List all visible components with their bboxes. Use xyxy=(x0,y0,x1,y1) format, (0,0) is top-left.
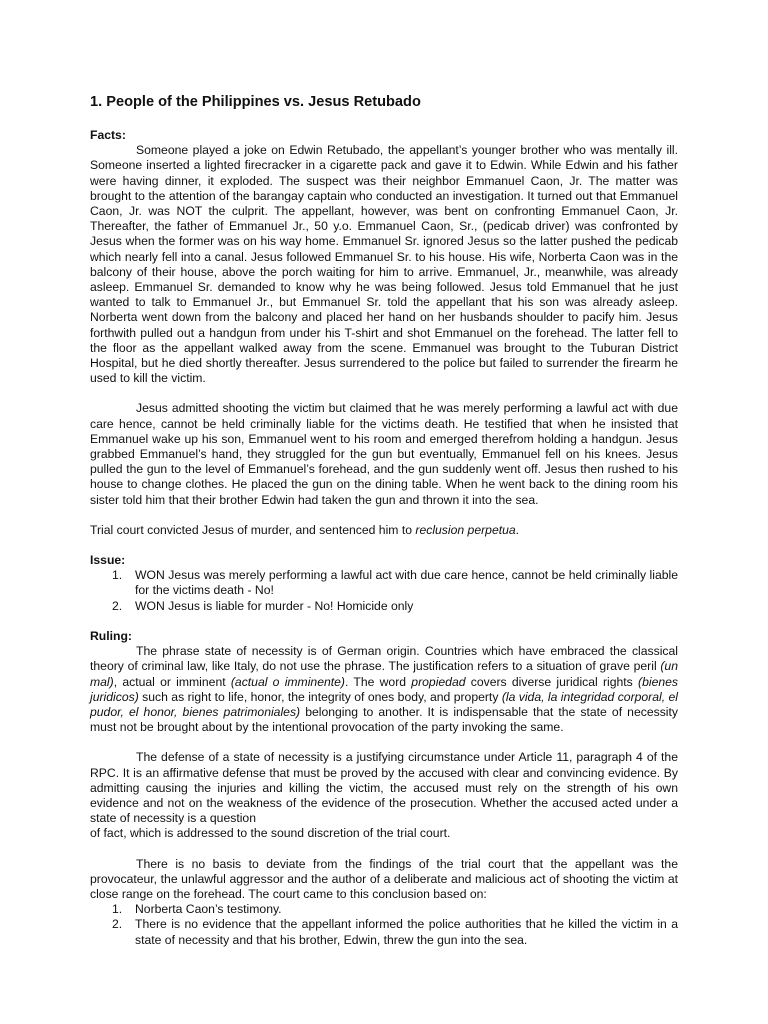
list-number: 2. xyxy=(112,917,123,932)
document-body xyxy=(90,93,678,948)
issue-item xyxy=(90,599,678,614)
conviction-end: . xyxy=(515,522,520,537)
ruling-text: The phrase state of necessity is of German origin. Countries which have embraced the classical theory of criminal law, like Italy, do not use the phrase. The justification refers to a situation of grave peril xyxy=(90,644,678,674)
case-title: 1. People of the Philippines vs. Jesus Retubado xyxy=(90,94,421,110)
list-number: 1. xyxy=(112,568,123,583)
ruling-italic: (la vida, la integridad corporal, el pudor, el honor, bienes patrimoniales) xyxy=(90,689,678,719)
ruling-basis-list xyxy=(90,902,678,948)
ruling-basis-item xyxy=(90,917,678,947)
penalty-term: reclusion perpetua xyxy=(415,522,516,537)
ruling-paragraph-2-continued: of fact, which is addressed to the sound discretion of the trial court. xyxy=(90,826,451,841)
ruling-text: belonging to another. It is indispensable that the state of necessity must not be brought about by the intentional provocation of the party invoking the same. xyxy=(90,704,678,735)
ruling-text: . The word xyxy=(344,674,412,689)
issue-label: Issue: xyxy=(90,553,126,568)
facts-paragraph-2: Jesus admitted shooting the victim but claimed that he was merely performing a lawful act with due care hence, cannot be held criminally liable for the victims death. He testified that when he insisted that Emmanuel wake up his son, Emmanuel went to his room and emerged therefrom holding a handgun. Jesus grabbed Emmanuel’s hand, they struggled for the gun but eventually, Emmanuel fell on his knees. Jesus pulled the gun to the level of Emmanuel’s forehead, and the gun suddenly went off. Jesus then rushed to his house to change clothes. He placed the gun on the dining table. When he went back to the dining room his sister told him that their brother Edwin had taken the gun and thrown it into the sea. xyxy=(90,401,678,507)
basis-text: There is no evidence that the appellant informed the police authorities that he killed the victim in a state of necessity and that his brother, Edwin, threw the gun into the sea. xyxy=(135,917,678,947)
ruling-text: , actual or imminent xyxy=(113,674,231,689)
conviction-text: Trial court convicted Jesus of murder, and sentenced him to xyxy=(90,522,416,537)
ruling-paragraph-3: There is no basis to deviate from the findings of the trial court that the appellant was the provocateur, the unlawful aggressor and the author of a deliberate and malicious act of shooting the victim at close range on the forehead. The court came to this conclusion based on: xyxy=(90,856,678,901)
ruling-label: Ruling: xyxy=(90,628,132,643)
ruling-text: covers diverse juridical rights xyxy=(465,674,639,689)
ruling-text: such as right to life, honor, the integrity of ones body, and property xyxy=(138,689,502,704)
facts-label: Facts: xyxy=(90,128,126,142)
issue-item xyxy=(90,568,678,598)
issue-text: WON Jesus is liable for murder - No! Homicide only xyxy=(135,598,414,613)
list-number: 1. xyxy=(112,902,123,917)
ruling-italic: (actual o imminente) xyxy=(230,674,345,689)
basis-text: Norberta Caon’s testimony. xyxy=(135,902,282,917)
facts-paragraph-1: Someone played a joke on Edwin Retubado, the appellant’s younger brother who was mentally ill. Someone inserted a lighted firecracker in a cigarette pack and gave it to Edwin. While Edwin and his father were having dinner, it exploded. The suspect was their neighbor Emmanuel Caon, Jr. The matter was brought to the attention of the barangay captain who conducted an investigation. It turned out that Emmanuel Caon, Jr. was NOT the culprit. The appellant, however, was bent on confronting Emmanuel Caon, Jr. Thereafter, the father of Emmanuel Jr., 50 y.o. Emmanuel Caon, Sr., (pedicab driver) was confronted by Jesus when the former was on his way home. Emmanuel Sr. ignored Jesus so the latter pushed the pedicab which nearly fell into a canal. Jesus followed Emmanuel Sr. to his house. His wife, Norberta Caon was in the balcony of their house, above the porch waiting for him to arrive. Emmanuel, Jr., meanwhile, was already asleep. Emmanuel Sr. demanded to know why he was being followed. Jesus told Emmanuel that he just wanted to talk to Emmanuel Jr., but Emmanuel Sr. told the appellant that his son was already asleep. Norberta went down from the balcony and placed her hand on her husbands shoulder to pacify him. Jesus forthwith pulled out a handgun from under his T-shirt and shot Emmanuel on the forehead. The latter fell to the floor as the appellant walked away from the scene. Emmanuel was brought to the Tuburan District Hospital, but he died shortly thereafter. Jesus surrendered to the police but failed to surrender the firearm he used to kill the victim. xyxy=(90,143,678,386)
ruling-paragraph-1 xyxy=(90,644,678,735)
ruling-italic: (un mal) xyxy=(90,659,678,689)
ruling-basis-item xyxy=(90,902,678,917)
ruling-italic: propiedad xyxy=(411,674,466,689)
ruling-paragraph-2: The defense of a state of necessity is a justifying circumstance under Article 11, paragraph 4 of the RPC. It is an affirmative defense that must be proved by the accused with clear and convincing evidence. By admitting causing the injuries and killing the victim, the accused must rely on the strength of his own evidence and not on the weakness of the evidence of the prosecution. Whether the accused acted under a state of necessity is a question xyxy=(90,750,678,826)
ruling-italic: (bienes juridicos) xyxy=(90,674,679,704)
issue-text: WON Jesus was merely performing a lawful act with due care hence, cannot be held criminally liable for the victims death - No! xyxy=(135,568,678,598)
list-number: 2. xyxy=(112,598,123,613)
issue-list xyxy=(90,568,678,614)
facts-paragraph-3 xyxy=(90,523,678,538)
